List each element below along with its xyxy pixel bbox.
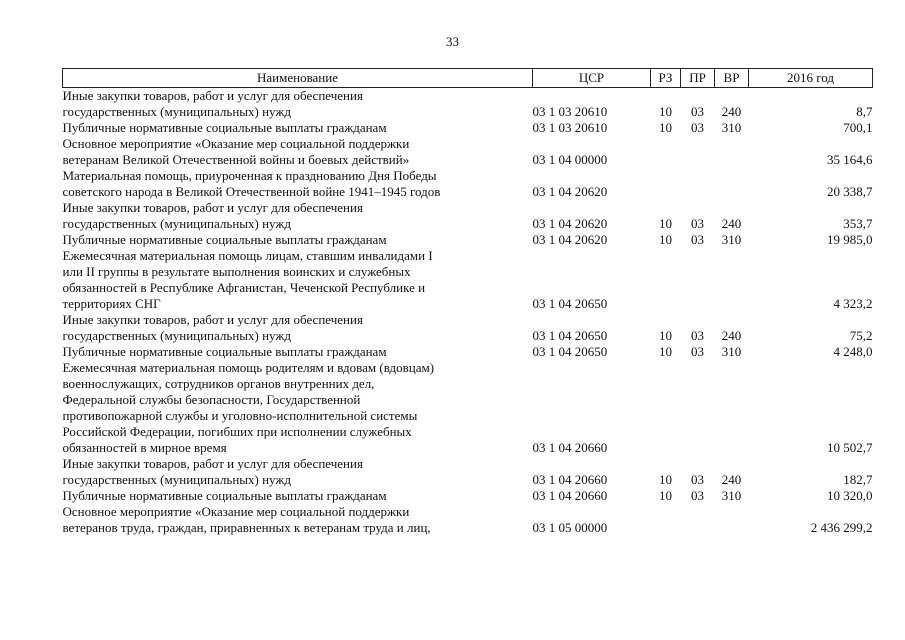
row-name: Иные закупки товаров, работ и услуг для обеспечения государственных (муниципальных) нужд: [62, 200, 363, 231]
row-pr: [681, 136, 715, 168]
row-amount: 10 502,7: [827, 440, 873, 455]
row-csr: 03 1 05 00000: [532, 520, 608, 535]
row-name: Основное мероприятие «Оказание мер социальной поддержки ветеранов труда, граждан, приравненных к ветеранам труда и лиц,: [62, 504, 431, 535]
header-pr: ПР: [681, 69, 715, 88]
row-name: Иные закупки товаров, работ и услуг для обеспечения государственных (муниципальных) нужд: [62, 312, 363, 343]
row-name: Публичные нормативные социальные выплаты гражданам: [62, 344, 387, 359]
table-row: [63, 456, 873, 488]
row-name: Ежемесячная материальная помощь родителям и вдовам (вдовцам) военнослужащих, сотрудников органов внутренних дел, Федеральной службы безопасности, Государственной противопожарной службы и уголовно-исполнительной системы Российской Федерации, погибших при исполнении служебных обязанностей в мирное время: [62, 360, 435, 455]
table-row: [63, 88, 873, 121]
row-vr: [715, 360, 749, 456]
row-rz: [651, 504, 681, 536]
row-pr: 03: [691, 104, 704, 119]
row-name: Публичные нормативные социальные выплаты гражданам: [62, 232, 387, 247]
row-pr: 03: [691, 344, 704, 359]
row-rz: 10: [659, 328, 672, 343]
row-vr: [715, 168, 749, 200]
table-row: [63, 344, 873, 360]
row-pr: 03: [691, 488, 704, 503]
table-row: [63, 120, 873, 136]
row-vr: 310: [721, 120, 742, 135]
row-vr: [715, 248, 749, 312]
row-amount: 2 436 299,2: [810, 520, 873, 535]
row-name: Иные закупки товаров, работ и услуг для обеспечения государственных (муниципальных) нужд: [62, 88, 363, 119]
row-pr: [681, 360, 715, 456]
row-name: Материальная помощь, приуроченная к празднованию Дня Победы советского народа в Великой Отечественной войне 1941–1945 годов: [62, 168, 441, 199]
row-pr: 03: [691, 120, 704, 135]
row-csr: 03 1 04 20660: [532, 472, 608, 487]
row-vr: 310: [721, 344, 742, 359]
row-pr: 03: [691, 328, 704, 343]
row-pr: 03: [691, 472, 704, 487]
row-csr: 03 1 03 20610: [532, 120, 608, 135]
row-csr: 03 1 04 20650: [532, 328, 608, 343]
row-rz: 10: [659, 472, 672, 487]
row-amount: 35 164,6: [827, 152, 873, 167]
header-rz: РЗ: [651, 69, 681, 88]
row-vr: 310: [721, 488, 742, 503]
row-amount: 4 323,2: [833, 296, 873, 311]
row-amount: 75,2: [849, 328, 873, 343]
row-pr: 03: [691, 232, 704, 247]
row-vr: 240: [721, 104, 742, 119]
row-vr: 240: [721, 328, 742, 343]
row-rz: [651, 360, 681, 456]
row-rz: 10: [659, 488, 672, 503]
header-csr: ЦСР: [533, 69, 651, 88]
row-name: Ежемесячная материальная помощь лицам, ставшим инвалидами I или II группы в результате выполнения воинских и служебных обязанностей в Республике Афганистан, Чеченской Республике и территориях СНГ: [62, 248, 433, 311]
row-csr: 03 1 03 20610: [532, 104, 608, 119]
row-amount: 8,7: [856, 104, 873, 119]
table-row: [63, 136, 873, 168]
row-rz: 10: [659, 104, 672, 119]
row-pr: 03: [691, 216, 704, 231]
row-amount: 19 985,0: [827, 232, 873, 247]
row-vr: [715, 136, 749, 168]
row-name: Основное мероприятие «Оказание мер социальной поддержки ветеранам Великой Отечественной войны и боевых действий»: [62, 136, 410, 167]
row-rz: [651, 136, 681, 168]
budget-table: [62, 68, 873, 536]
table-row: [63, 504, 873, 536]
row-csr: 03 1 04 20660: [532, 440, 608, 455]
row-name: Публичные нормативные социальные выплаты гражданам: [62, 120, 387, 135]
row-rz: [651, 248, 681, 312]
row-csr: 03 1 04 20620: [532, 232, 608, 247]
row-pr: [681, 504, 715, 536]
row-pr: [681, 168, 715, 200]
row-amount: 20 338,7: [827, 184, 873, 199]
table-header-row: [63, 69, 873, 88]
row-rz: 10: [659, 232, 672, 247]
page-number: 33: [446, 34, 459, 49]
table-row: [63, 232, 873, 248]
row-name: Иные закупки товаров, работ и услуг для обеспечения государственных (муниципальных) нужд: [62, 456, 363, 487]
row-csr: 03 1 04 20620: [532, 184, 608, 199]
table-row: [63, 360, 873, 456]
table-row: [63, 200, 873, 232]
row-amount: 10 320,0: [827, 488, 873, 503]
table-row: [63, 312, 873, 344]
row-name: Публичные нормативные социальные выплаты гражданам: [62, 488, 387, 503]
row-vr: 310: [721, 232, 742, 247]
row-pr: [681, 248, 715, 312]
row-amount: 353,7: [843, 216, 873, 231]
row-rz: [651, 168, 681, 200]
table-body: [63, 88, 873, 537]
header-name: Наименование: [63, 69, 533, 88]
table-row: [63, 488, 873, 504]
row-amount: 182,7: [843, 472, 873, 487]
row-rz: 10: [659, 344, 672, 359]
row-csr: 03 1 04 20650: [532, 344, 608, 359]
header-year: 2016 год: [749, 69, 873, 88]
row-csr: 03 1 04 20620: [532, 216, 608, 231]
row-csr: 03 1 04 20660: [532, 488, 608, 503]
row-amount: 700,1: [843, 120, 873, 135]
row-csr: 03 1 04 20650: [532, 296, 608, 311]
row-csr: 03 1 04 00000: [532, 152, 608, 167]
row-rz: 10: [659, 216, 672, 231]
row-rz: 10: [659, 120, 672, 135]
table-row: [63, 248, 873, 312]
header-vr: ВР: [715, 69, 749, 88]
row-vr: [715, 504, 749, 536]
row-vr: 240: [721, 472, 742, 487]
table-row: [63, 168, 873, 200]
row-vr: 240: [721, 216, 742, 231]
row-amount: 4 248,0: [833, 344, 873, 359]
